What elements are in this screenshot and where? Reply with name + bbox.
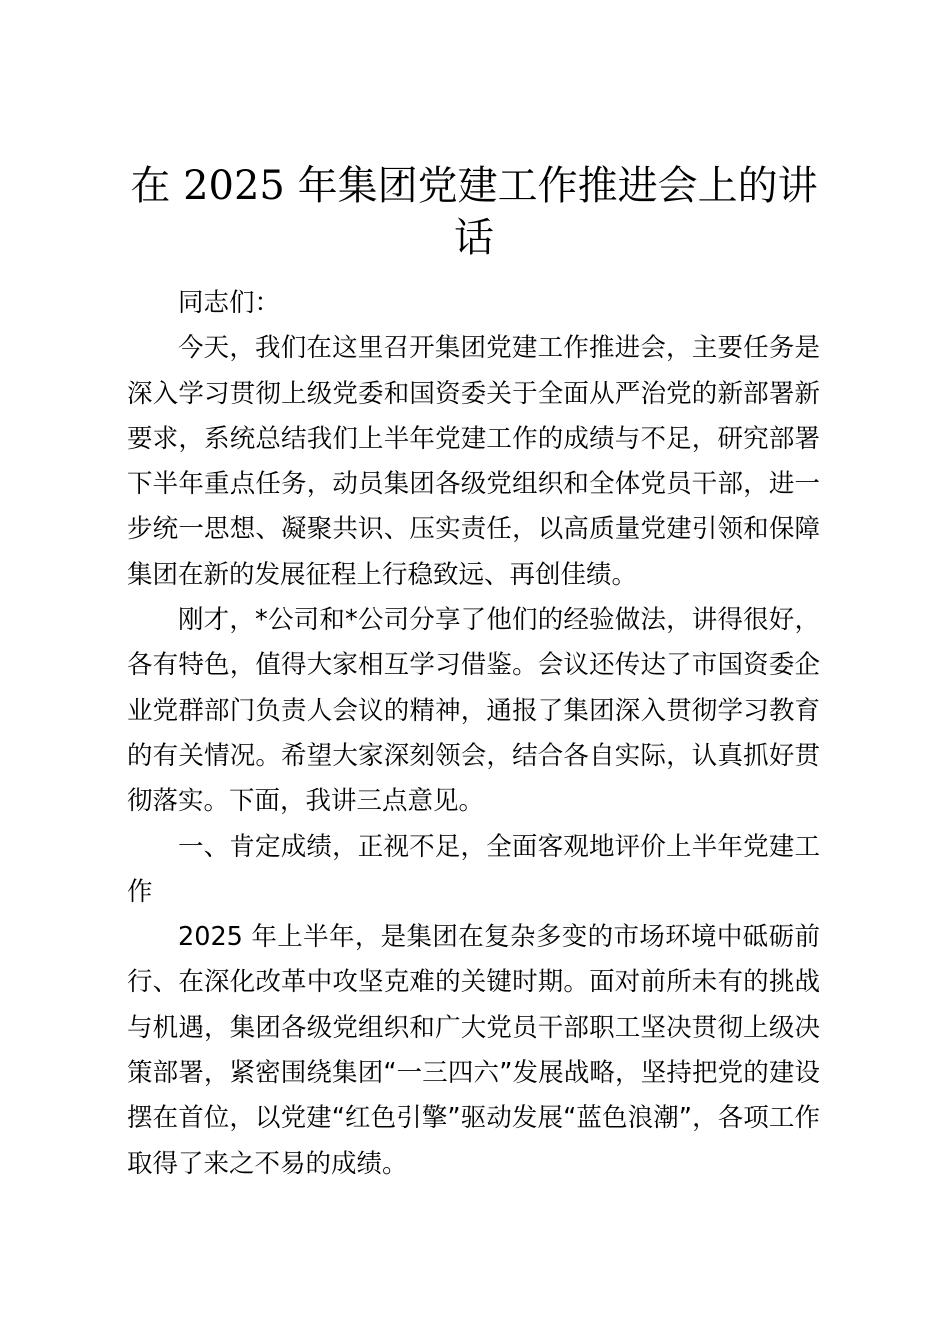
section-heading-one: 一、肯定成绩，正视不足，全面客观地评价上半年党建工作	[127, 831, 820, 907]
opening-paragraph: 今天，我们在这里召开集团党建工作推进会，主要任务是深入学习贯彻上级党委和国资委关于全面从严治党的新部署新要求，系统总结我们上半年党建工作的成绩与不足，研究部署下半年重点任务，动员集团各级党组织和全体党员干部，进一步统一思想、凝聚共识、压实责任，以高质量党建引领和保障集团在新的发展征程上行稳致远、再创佳绩。	[127, 333, 820, 590]
achievements-paragraph: 2025 年上半年，是集团在复杂多变的市场环境中砥砺前行、在深化改革中攻坚克难的关键时期。面对前所未有的挑战与机遇，集团各级党组织和广大党员干部职工坚决贯彻上级决策部署，紧密围绕集团“一三四六”发展战略，坚持把党的建设摆在首位，以党建“红色引擎”驱动发展“蓝色浪潮”，各项工作取得了来之不易的成绩。	[127, 922, 820, 1179]
review-paragraph: 刚才，*公司和*公司分享了他们的经验做法，讲得很好，各有特色，值得大家相互学习借鉴。会议还传达了市国资委企业党群部门负责人会议的精神，通报了集团深入贯彻学习教育的有关情况。希望大家深刻领会，结合各自实际，认真抓好贯彻落实。下面，我讲三点意见。	[127, 605, 820, 817]
salutation-paragraph: 同志们：	[178, 288, 281, 318]
document-title: 在 2025 年集团党建工作推进会上的讲话	[130, 163, 818, 261]
document-body	[127, 281, 820, 1187]
